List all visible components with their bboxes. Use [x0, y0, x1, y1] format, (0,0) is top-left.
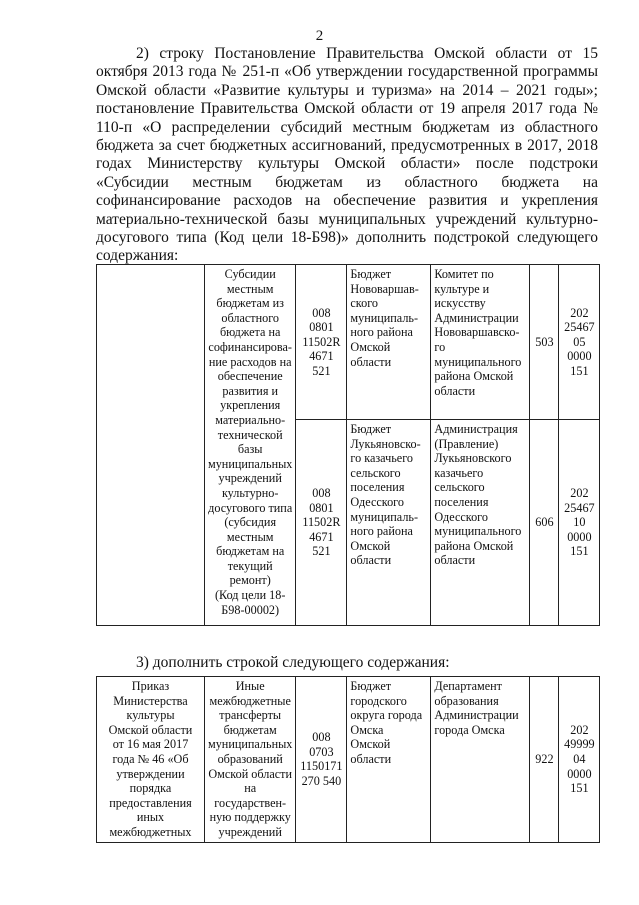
- budget-cell: Бюджет городского округа города Омска Омской области: [347, 677, 431, 843]
- code-cell: 008 0801 11502R 4671 521: [296, 420, 347, 626]
- table-row: [97, 677, 600, 843]
- number-cell: 922: [530, 677, 559, 843]
- paragraph-3: 3) дополнить строкой следующего содержания:: [136, 654, 450, 671]
- kbk-cell: 202 25467 10 0000 151: [559, 420, 600, 626]
- page-number: 2: [315, 28, 324, 44]
- transfer-name-cell: Иные межбюджетные трансферты бюджетам муниципальных образований Омской области на государствен- ную поддержку учреждений: [205, 677, 296, 843]
- paragraph-2: 2) строку Постановление Правительства Омской области от 15 октября 2013 года № 251-п «Об утверждении государственной программы Омской области «Развитие культуры и туризма» на 2014 – 2021 годы»; постановление Правительства Омской области от 19 апреля 2017 года № 110-п «О распределении субсидий местным бюджетам из областного бюджета за счет бюджетных ассигнований, предусмотренных в 2017, 2018 годах Министерству культуры Омской области» после подстроки «Субсидии местным бюджетам из областного бюджета на софинансирование расходов на обеспечение развития и укрепления материально-технической базы муниципальных учреждений культурно-досугового типа (Код цели 18-Б98)» дополнить подстрокой следующего содержания:: [96, 45, 598, 265]
- document-cell: [97, 265, 205, 626]
- number-cell: 503: [530, 265, 559, 420]
- document-cell: Приказ Министерства культуры Омской области от 16 мая 2017 года № 46 «Об утверждении порядка предоставления иных межбюджетных: [97, 677, 205, 843]
- admin-cell: Департамент образования Администрации города Омска: [431, 677, 530, 843]
- budget-cell: Бюджет Лукьяновско- го казачьего сельского поселения Одесского муниципаль- ного района Омской области: [347, 420, 431, 626]
- number-cell: 606: [530, 420, 559, 626]
- interbudget-table: [96, 676, 600, 843]
- subsidy-table: [96, 264, 600, 626]
- subsidy-name-cell: Субсидии местным бюджетам из областного бюджета на софинансирова- ние расходов на обеспечение развития и укрепления материально- технической базы муниципальных учреждений культурно- досугового типа (субсидия местным бюджетам на текущий ремонт) (Код цели 18- Б98-00002): [205, 265, 296, 626]
- table-row: [97, 265, 600, 420]
- admin-cell: Администрация (Правление) Лукьяновского казачьего сельского поселения Одесского муниципального района Омской области: [431, 420, 530, 626]
- budget-cell: Бюджет Нововаршав- ского муниципаль- ного района Омской области: [347, 265, 431, 420]
- kbk-cell: 202 49999 04 0000 151: [559, 677, 600, 843]
- kbk-cell: 202 25467 05 0000 151: [559, 265, 600, 420]
- code-cell: 008 0801 11502R 4671 521: [296, 265, 347, 420]
- code-cell: 008 0703 1150171 270 540: [296, 677, 347, 843]
- admin-cell: Комитет по культуре и искусству Администрации Нововаршавско- го муниципального района Омской области: [431, 265, 530, 420]
